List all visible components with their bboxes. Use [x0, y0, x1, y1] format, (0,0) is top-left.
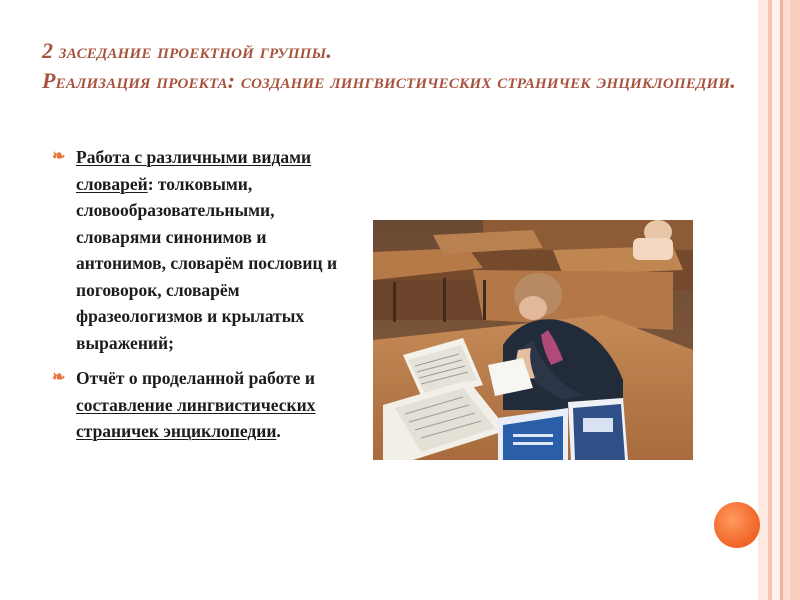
bullet-marker-icon: ❧ — [52, 148, 66, 165]
bullet-1-text: : толковыми, словообразовательными, словарями синонимов и антонимов, словарём пословиц и поговорок, словарём фразеологизмов и крылатых выражений; — [76, 173, 338, 353]
slide-title — [42, 36, 742, 96]
title-line-1: 2 заседание проектной группы. — [42, 38, 333, 63]
bullet-marker-icon: ❧ — [52, 369, 66, 386]
bullet-item-1 — [52, 144, 352, 356]
decorative-stripes — [758, 0, 800, 600]
title-line-2: Реализация проекта: создание лингвистических страничек энциклопедии. — [42, 68, 736, 93]
photo-illustration — [373, 220, 693, 460]
bullet-2-underlined: составление лингвистических страничек энциклопедии — [76, 394, 316, 441]
accent-circle — [714, 502, 760, 548]
bullet-2-text: Отчёт о проделанной работе и — [76, 368, 315, 388]
bullet-list — [52, 144, 352, 454]
bullet-1-underlined: Работа с различными видами словарей — [76, 147, 312, 194]
classroom-photo — [373, 220, 693, 460]
bullet-item-2 — [52, 365, 352, 445]
bullet-2-period: . — [276, 421, 281, 441]
